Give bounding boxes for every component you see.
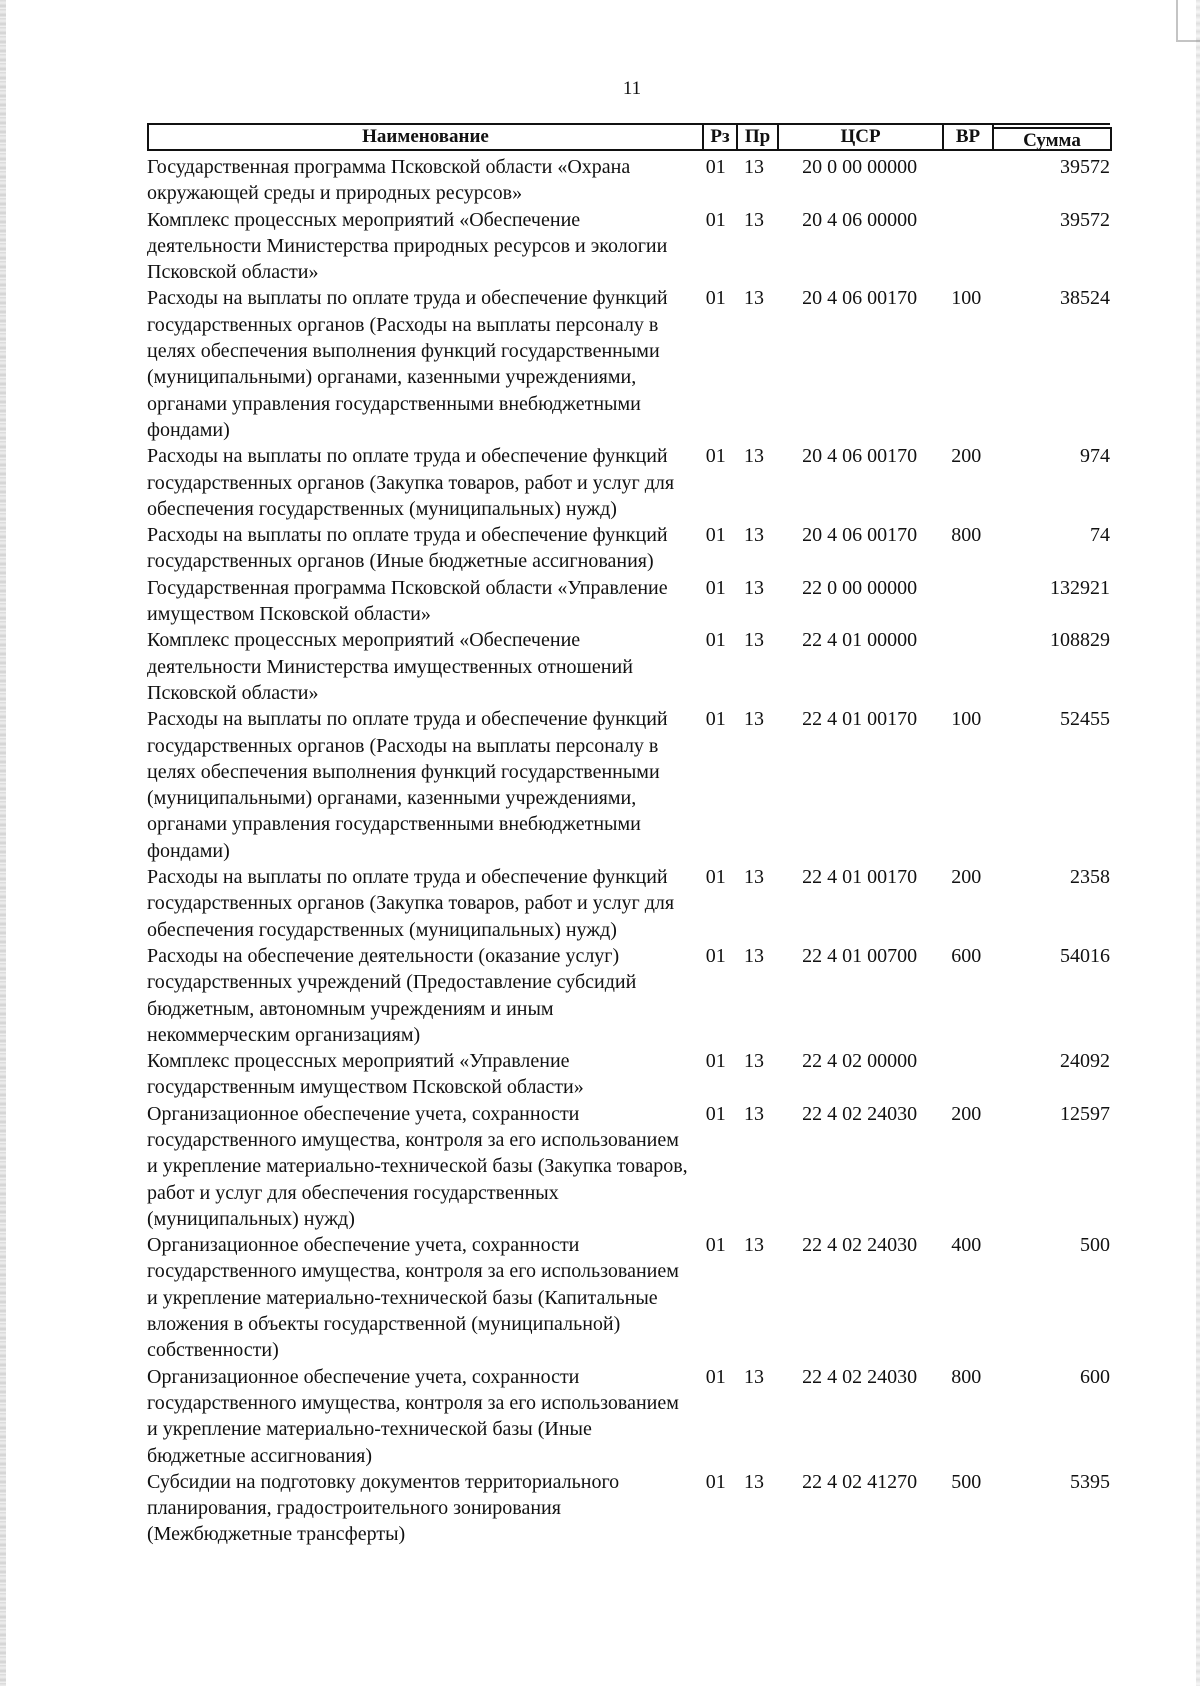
- row-csr: 22 4 02 00000: [802, 1050, 918, 1073]
- row-rz: 01: [705, 524, 726, 547]
- row-sum: 39572: [1060, 156, 1110, 178]
- row-pr: 13: [743, 708, 764, 731]
- row-csr: 20 4 06 00000: [802, 208, 918, 231]
- table-header: [147, 123, 1110, 151]
- row-csr: 22 4 02 24030: [802, 1234, 918, 1257]
- scan-edge-right: [1196, 0, 1200, 1686]
- table-row: [147, 443, 1110, 522]
- row-rz: 01: [705, 1050, 726, 1073]
- row-pr: 13: [743, 1365, 764, 1388]
- row-pr: 13: [743, 1102, 764, 1125]
- row-pr: 13: [743, 866, 764, 889]
- table-row: [147, 154, 1110, 207]
- row-rz: 01: [705, 1365, 726, 1388]
- table-row: [147, 1101, 1110, 1232]
- row-name: Организационное обеспечение учета, сохранности государственного имущества, контроля за его использованием и укрепление материально-технической базы (Капитальные вложения в объекты государственной (муниципальной) собственности): [147, 1234, 679, 1362]
- row-csr: 22 4 02 24030: [802, 1365, 918, 1388]
- table-row: [147, 943, 1110, 1048]
- row-name: Расходы на выплаты по оплате труда и обеспечение функций государственных органов (Иные бюджетные ассигнования): [147, 524, 668, 573]
- row-csr: 20 0 00 00000: [802, 156, 918, 178]
- row-name: Комплекс процессных мероприятий «Обеспечение деятельности Министерства имущественных отношений Псковской области»: [147, 629, 633, 704]
- row-sum: 132921: [1050, 576, 1110, 599]
- row-name: Расходы на выплаты по оплате труда и обеспечение функций государственных органов (Расходы на выплаты персоналу в целях обеспечения выполнения функций государственными (муниципальными) органами, казенными учреждениями, органами управления государственными внебюджетными фондами): [147, 708, 668, 862]
- row-sum: 38524: [1060, 287, 1110, 310]
- row-csr: 22 4 01 00170: [802, 708, 918, 731]
- row-rz: 01: [705, 944, 726, 967]
- row-rz: 01: [705, 708, 726, 731]
- row-csr: 20 4 06 00170: [802, 445, 918, 468]
- scan-corner-mark: [1176, 0, 1200, 42]
- row-vr: 200: [951, 445, 982, 468]
- row-vr: 200: [951, 866, 982, 889]
- row-vr: 400: [951, 1234, 982, 1257]
- table-row: [147, 1469, 1110, 1548]
- row-pr: 13: [743, 576, 764, 599]
- table-row: [147, 864, 1110, 943]
- row-rz: 01: [705, 866, 726, 889]
- row-sum: 108829: [1050, 629, 1110, 652]
- row-pr: 13: [743, 156, 764, 178]
- table-body: [147, 154, 1110, 1548]
- row-vr: 600: [951, 944, 982, 967]
- row-sum: 52455: [1060, 708, 1110, 731]
- row-sum: 500: [1080, 1234, 1110, 1257]
- row-csr: 22 4 01 00700: [802, 944, 918, 967]
- row-sum: 12597: [1060, 1102, 1110, 1125]
- row-vr: 800: [951, 524, 982, 547]
- row-vr: 100: [951, 287, 982, 310]
- row-rz: 01: [705, 156, 726, 178]
- row-rz: 01: [705, 287, 726, 310]
- row-pr: 13: [743, 944, 764, 967]
- row-name: Расходы на выплаты по оплате труда и обеспечение функций государственных органов (Закупка товаров, работ и услуг для обеспечения государственных (муниципальных) нужд): [147, 866, 675, 941]
- row-csr: 22 4 02 41270: [802, 1470, 918, 1493]
- page-number: 11: [622, 78, 642, 99]
- table-row: [147, 207, 1110, 286]
- header-csr: ЦСР: [779, 125, 944, 149]
- header-vr: ВР: [944, 125, 994, 149]
- row-sum: 600: [1080, 1365, 1110, 1388]
- row-rz: 01: [705, 1102, 726, 1125]
- row-pr: 13: [743, 287, 764, 310]
- row-pr: 13: [743, 1234, 764, 1257]
- row-name: Организационное обеспечение учета, сохранности государственного имущества, контроля за его использованием и укрепление материально-технической базы (Иные бюджетные ассигнования): [147, 1365, 679, 1467]
- row-csr: 20 4 06 00170: [802, 524, 918, 547]
- row-pr: 13: [743, 1470, 764, 1493]
- header-sum: Сумма: [994, 127, 1112, 151]
- row-name: Расходы на выплаты по оплате труда и обеспечение функций государственных органов (Закупка товаров, работ и услуг для обеспечения государственных (муниципальных) нужд): [147, 445, 675, 520]
- row-vr: 500: [951, 1470, 982, 1493]
- table-row: [147, 522, 1110, 575]
- row-name: Комплекс процессных мероприятий «Управление государственным имуществом Псковской области»: [147, 1050, 584, 1099]
- row-name: Расходы на обеспечение деятельности (оказание услуг) государственных учреждений (Предоставление субсидий бюджетным, автономным учреждениям и иным некоммерческим организациям): [147, 944, 637, 1046]
- row-pr: 13: [743, 524, 764, 547]
- table-row: [147, 1048, 1110, 1101]
- row-csr: 22 4 01 00000: [802, 629, 918, 652]
- header-rz: Рз: [704, 125, 738, 149]
- row-sum: 54016: [1060, 944, 1110, 967]
- header-name: Наименование: [149, 125, 704, 149]
- scan-edge-left: [0, 0, 6, 1686]
- row-name: Государственная программа Псковской области «Управление имуществом Псковской области»: [147, 576, 668, 626]
- table-row: [147, 1364, 1110, 1469]
- table-row: [147, 575, 1110, 628]
- table-row: [147, 1232, 1110, 1363]
- table-row: [147, 285, 1110, 443]
- row-csr: 22 4 01 00170: [802, 866, 918, 889]
- row-rz: 01: [705, 576, 726, 599]
- row-pr: 13: [743, 445, 764, 468]
- row-pr: 13: [743, 1050, 764, 1073]
- table-row: [147, 706, 1110, 864]
- row-pr: 13: [743, 629, 764, 652]
- row-vr: 800: [951, 1365, 982, 1388]
- row-rz: 01: [705, 629, 726, 652]
- row-pr: 13: [743, 208, 764, 231]
- row-csr: 22 4 02 24030: [802, 1102, 918, 1125]
- row-name: Государственная программа Псковской области «Охрана окружающей среды и природных ресурсов»: [147, 156, 631, 205]
- row-vr: 200: [951, 1102, 982, 1125]
- row-csr: 22 0 00 00000: [802, 576, 918, 599]
- row-sum: 974: [1080, 445, 1110, 468]
- row-name: Расходы на выплаты по оплате труда и обеспечение функций государственных органов (Расходы на выплаты персоналу в целях обеспечения выполнения функций государственными (муниципальными) органами, казенными учреждениями, органами управления государственными внебюджетными фондами): [147, 287, 668, 441]
- table-row: [147, 627, 1110, 706]
- row-csr: 20 4 06 00170: [802, 287, 918, 310]
- row-sum: 5395: [1070, 1470, 1110, 1493]
- row-rz: 01: [705, 445, 726, 468]
- row-sum: 24092: [1060, 1050, 1110, 1073]
- row-name: Субсидии на подготовку документов территориального планирования, градостроительного зонирования (Межбюджетные трансферты): [147, 1470, 620, 1546]
- row-name: Организационное обеспечение учета, сохранности государственного имущества, контроля за его использованием и укрепление материально-технической базы (Закупка товаров, работ и услуг для обеспечения государственных (муниципальных) нужд): [147, 1102, 688, 1230]
- header-pr: Пр: [738, 125, 779, 149]
- row-rz: 01: [705, 208, 726, 231]
- row-rz: 01: [705, 1234, 726, 1257]
- row-name: Комплекс процессных мероприятий «Обеспечение деятельности Министерства природных ресурсов и экологии Псковской области»: [147, 208, 668, 284]
- row-vr: 100: [951, 708, 982, 731]
- row-sum: 39572: [1060, 208, 1110, 231]
- row-sum: 74: [1090, 524, 1110, 547]
- row-rz: 01: [705, 1470, 726, 1493]
- row-sum: 2358: [1070, 866, 1110, 889]
